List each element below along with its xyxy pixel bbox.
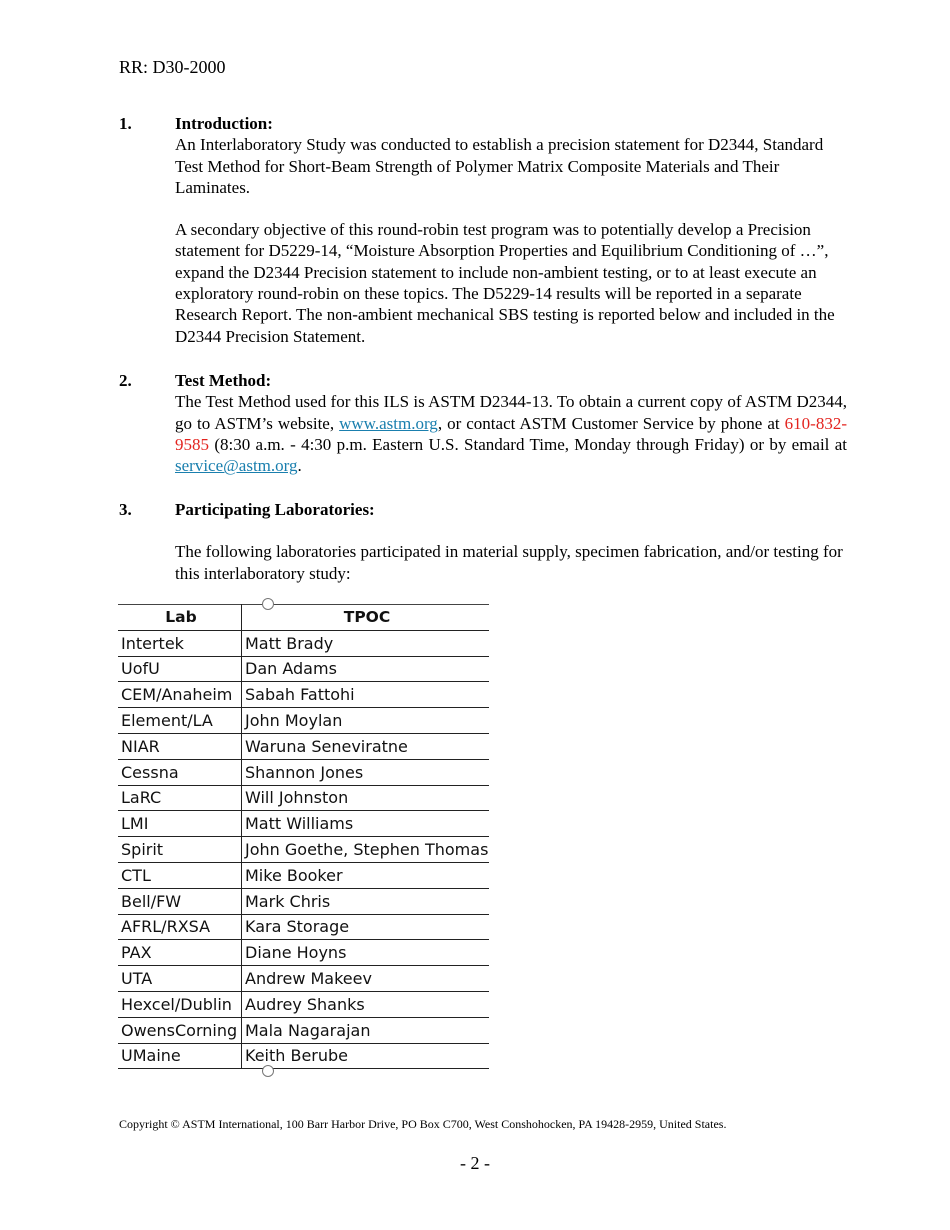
table-row — [118, 862, 489, 888]
lab-cell: UofU — [118, 656, 242, 682]
tpoc-cell: Kara Storage — [242, 914, 490, 940]
tpoc-cell: Dan Adams — [242, 656, 490, 682]
table-row — [118, 1017, 489, 1043]
lab-cell: Hexcel/Dublin — [118, 991, 242, 1017]
table-header-row — [118, 605, 489, 631]
table-row — [118, 630, 489, 656]
table-row — [118, 940, 489, 966]
tpoc-cell: Mala Nagarajan — [242, 1017, 490, 1043]
lab-cell: PAX — [118, 940, 242, 966]
table-row — [118, 991, 489, 1017]
lab-cell: Cessna — [118, 759, 242, 785]
tpoc-cell: Audrey Shanks — [242, 991, 490, 1017]
table-row — [118, 682, 489, 708]
section-introduction — [119, 113, 847, 347]
tpoc-cell: John Moylan — [242, 708, 490, 734]
lab-cell: AFRL/RXSA — [118, 914, 242, 940]
section-number: 1. — [119, 114, 132, 133]
tpoc-cell: Diane Hoyns — [242, 940, 490, 966]
lab-cell: UTA — [118, 966, 242, 992]
tpoc-cell: Mark Chris — [242, 888, 490, 914]
table-row — [118, 888, 489, 914]
tpoc-cell: Sabah Fattohi — [242, 682, 490, 708]
tpoc-cell: John Goethe, Stephen Thomas — [242, 837, 490, 863]
lab-cell: Intertek — [118, 630, 242, 656]
table-row — [118, 785, 489, 811]
table-row — [118, 837, 489, 863]
tpoc-cell: Keith Berube — [242, 1043, 490, 1069]
tpoc-cell: Andrew Makeev — [242, 966, 490, 992]
lab-cell: LMI — [118, 811, 242, 837]
section-title: Participating Laboratories: — [175, 500, 375, 519]
copyright-footer: Copyright © ASTM International, 100 Barr Harbor Drive, PO Box C700, West Conshohocken, PA 19428-2959, United States. — [119, 1117, 727, 1131]
table-row — [118, 708, 489, 734]
resize-handle-top[interactable] — [262, 598, 274, 610]
lab-cell: Element/LA — [118, 708, 242, 734]
table-row — [118, 656, 489, 682]
lab-cell: Spirit — [118, 837, 242, 863]
tpoc-cell: Will Johnston — [242, 785, 490, 811]
intro-paragraph-2: A secondary objective of this round-robin test program was to potentially develop a Precision statement for D5229-14, “Moisture Absorption Properties and Equilibrium Conditioning of …”, expand the D2344 Precision statement to include non-ambient testing, or to at least execute an exploratory round-robin on these topics. The D5229-14 results will be reported in a separate Research Report. The non-ambient mechanical SBS testing is reported below and included in the D2344 Precision Statement. — [175, 220, 835, 346]
resize-handle-bottom[interactable] — [262, 1065, 274, 1077]
labs-intro-paragraph: The following laboratories participated in material supply, specimen fabrication, and/or testing for this interlaboratory study: — [175, 542, 843, 583]
lab-cell: UMaine — [118, 1043, 242, 1069]
section-test-method — [119, 370, 847, 476]
page-number: - 2 - — [460, 1153, 490, 1173]
email-link[interactable]: service@astm.org — [175, 456, 298, 476]
tpoc-cell: Shannon Jones — [242, 759, 490, 785]
section-participating-labs — [119, 499, 847, 584]
test-method-paragraph: The Test Method used for this ILS is ASTM D2344-13. To obtain a current copy of ASTM D2344, go to ASTM’s website, www.astm.org, or contact ASTM Customer Service by phone at 610-832-9585 (8:30 a.m. - 4:30 p.m. Eastern U.S. Standard Time, Monday through Friday) or by email at service@astm.org. — [175, 392, 847, 476]
section-title: Test Method: — [175, 371, 272, 390]
tpoc-cell: Matt Williams — [242, 811, 490, 837]
header-tpoc: TPOC — [242, 605, 490, 631]
lab-cell: CTL — [118, 862, 242, 888]
lab-cell: OwensCorning — [118, 1017, 242, 1043]
table-row — [118, 759, 489, 785]
table-row — [118, 811, 489, 837]
section-title: Introduction: — [175, 114, 273, 133]
phone-number: 610-832-9585 — [175, 413, 847, 454]
table-row — [118, 733, 489, 759]
astm-website-link[interactable]: www.astm.org — [339, 413, 438, 433]
intro-paragraph-1: An Interlaboratory Study was conducted to establish a precision statement for D2344, Standard Test Method for Short-Beam Strength of Polymer Matrix Composite Materials and Their Laminates. — [175, 135, 824, 197]
section-number: 2. — [119, 371, 132, 390]
tpoc-cell: Matt Brady — [242, 630, 490, 656]
lab-cell: LaRC — [118, 785, 242, 811]
lab-cell: Bell/FW — [118, 888, 242, 914]
tpoc-cell: Mike Booker — [242, 862, 490, 888]
lab-cell: NIAR — [118, 733, 242, 759]
header-lab: Lab — [118, 605, 242, 631]
table-row — [118, 1043, 489, 1069]
lab-cell: CEM/Anaheim — [118, 682, 242, 708]
section-number: 3. — [119, 500, 132, 519]
tpoc-cell: Waruna Seneviratne — [242, 733, 490, 759]
participating-labs-table — [118, 604, 489, 1069]
table-row — [118, 914, 489, 940]
report-id: RR: D30-2000 — [119, 57, 226, 77]
table-row — [118, 966, 489, 992]
